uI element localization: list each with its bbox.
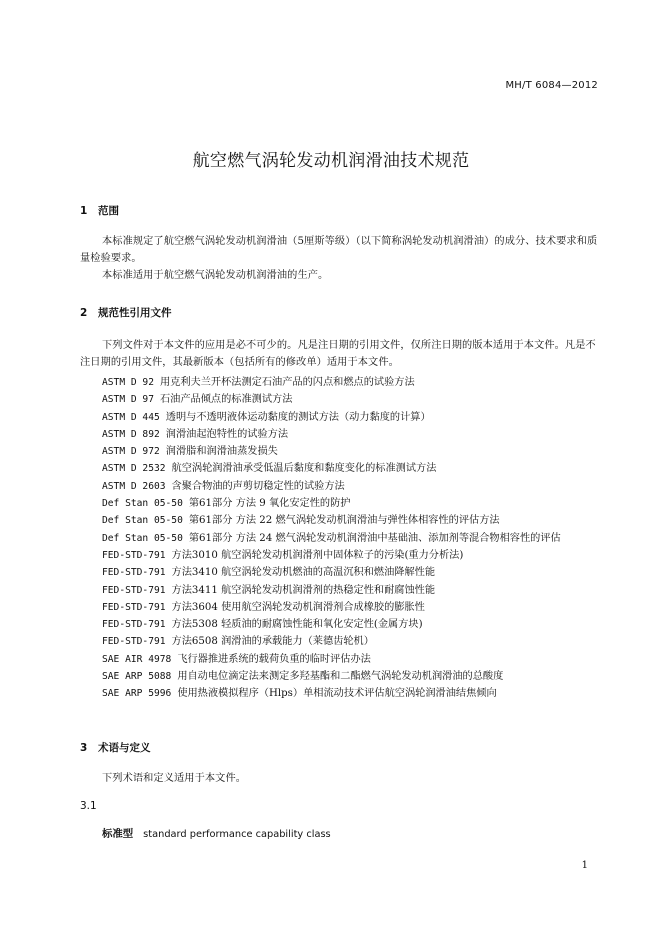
section-number: 3: [80, 742, 88, 754]
section-number: 1: [80, 205, 88, 217]
term-english: standard performance capability class: [143, 829, 331, 840]
reference-title: 第61部分 方法 9 氧化安定性的防护: [188, 498, 351, 510]
reference-title: 润滑油起泡特性的试验方法: [165, 428, 289, 440]
reference-item: [80, 460, 604, 477]
reference-code: Def Stan 05-50: [102, 515, 183, 527]
reference-item: [80, 409, 604, 426]
page-number: 1: [581, 860, 588, 871]
term-entry: [102, 825, 331, 840]
section-1-heading: [80, 203, 119, 218]
reference-item: [80, 530, 604, 547]
reference-title: 第61部分 方法 22 燃气涡轮发动机润滑油与弹性体相容性的评估方法: [188, 515, 500, 527]
reference-title: 方法5308 轻质油的耐腐蚀性能和氧化安定性(金属方块): [171, 619, 423, 631]
reference-item: [80, 633, 604, 650]
reference-title: 使用热液模拟程序（Hlps）单相流动技术评估航空涡轮润滑油结焦倾向: [177, 688, 497, 700]
reference-item: [80, 685, 604, 702]
reference-code: Def Stan 05-50: [102, 532, 183, 544]
reference-code: FED-STD-791: [102, 619, 166, 631]
reference-item: [80, 651, 604, 668]
reference-title: 第61部分 方法 24 燃气涡轮发动机润滑油中基础油、添加剂等混合物相容性的评估: [188, 532, 561, 544]
reference-code: ASTM D 92: [102, 377, 154, 388]
reference-code: FED-STD-791: [102, 549, 166, 561]
section-title: 范围: [98, 205, 119, 217]
reference-item: [80, 374, 604, 391]
reference-code: ASTM D 2603: [102, 480, 166, 492]
reference-title: 透明与不透明液体运动黏度的测试方法（动力黏度的计算）: [165, 411, 431, 423]
reference-title: 飞行器推进系统的载荷负重的临时评估办法: [177, 653, 371, 665]
reference-code: ASTM D 2532: [102, 463, 166, 475]
reference-code: ASTM D 445: [102, 411, 160, 423]
reference-title: 方法3410 航空涡轮发动机燃油的高温沉积和燃油降解性能: [171, 567, 436, 579]
reference-code: FED-STD-791: [102, 567, 166, 579]
scope-paragraph-1: 本标准规定了航空燃气涡轮发动机润滑油（5厘斯等级）（以下简称涡轮发动机润滑油）的成分、技术要求和质量检验要求。: [80, 236, 598, 264]
reference-title: 含聚合物油的声剪切稳定性的试验方法: [171, 480, 345, 492]
section-title: 规范性引用文件: [98, 307, 172, 319]
reference-item: [80, 582, 604, 599]
reference-title: 石油产品倾点的标准测试方法: [159, 394, 293, 406]
reference-item: [80, 564, 604, 581]
reference-title: 用自动电位滴定法来测定多羟基酯和二酯燃气涡轮发动机润滑油的总酸度: [177, 671, 504, 683]
reference-code: Def Stan 05-50: [102, 498, 183, 510]
reference-title: 润滑脂和润滑油蒸发损失: [165, 446, 278, 458]
section-title: 术语与定义: [98, 742, 151, 754]
scope-paragraph-2: 本标准适用于航空燃气涡轮发动机润滑油的生产。: [102, 270, 329, 281]
document-code: MH/T 6084—2012: [505, 80, 598, 91]
reference-title: 方法3411 航空涡轮发动机润滑剂的热稳定性和耐腐蚀性能: [171, 584, 436, 596]
reference-code: ASTM D 97: [102, 394, 154, 406]
references-intro: 下列文件对于本文件的应用是必不可少的。凡是注日期的引用文件，仅所注日期的版本适用于本文件。凡是不注日期的引用文件，其最新版本（包括所有的修改单）适用于本文件。: [80, 340, 596, 368]
reference-item: [80, 478, 604, 495]
reference-item: [80, 426, 604, 443]
reference-title: 航空涡轮润滑油承受低温后黏度和黏度变化的标准测试方法: [171, 463, 437, 475]
reference-item: [80, 668, 604, 685]
reference-title: 方法3010 航空涡轮发动机润滑剂中固体粒子的污染(重力分析法): [171, 549, 464, 561]
reference-code: SAE AIR 4978: [102, 653, 172, 665]
reference-title: 方法6508 润滑油的承载能力（莱德齿轮机）: [171, 636, 374, 648]
reference-code: FED-STD-791: [102, 584, 166, 596]
section-3-heading: [80, 740, 151, 755]
reference-list: [80, 374, 604, 703]
reference-item: [80, 512, 604, 529]
reference-code: SAE ARP 5088: [102, 671, 172, 683]
reference-item: [80, 391, 604, 408]
section-number: 2: [80, 307, 88, 319]
reference-code: SAE ARP 5996: [102, 688, 172, 700]
reference-item: [80, 443, 604, 460]
reference-item: [80, 616, 604, 633]
reference-item: [80, 495, 604, 512]
reference-item: [80, 599, 604, 616]
reference-title: 用克利夫兰开杯法测定石油产品的闪点和燃点的试验方法: [159, 377, 415, 388]
reference-code: ASTM D 972: [102, 446, 160, 458]
term-chinese: 标准型: [102, 828, 134, 840]
reference-code: FED-STD-791: [102, 636, 166, 648]
terms-intro: 下列术语和定义适用于本文件。: [102, 773, 247, 784]
reference-item: [80, 547, 604, 564]
term-number: 3.1: [80, 800, 97, 812]
page-title: 航空燃气涡轮发动机润滑油技术规范: [192, 151, 470, 171]
reference-title: 方法3604 使用航空涡轮发动机润滑剂合成橡胶的膨胀性: [171, 601, 425, 613]
reference-code: ASTM D 892: [102, 428, 160, 440]
reference-code: FED-STD-791: [102, 601, 166, 613]
section-2-heading: [80, 305, 172, 320]
